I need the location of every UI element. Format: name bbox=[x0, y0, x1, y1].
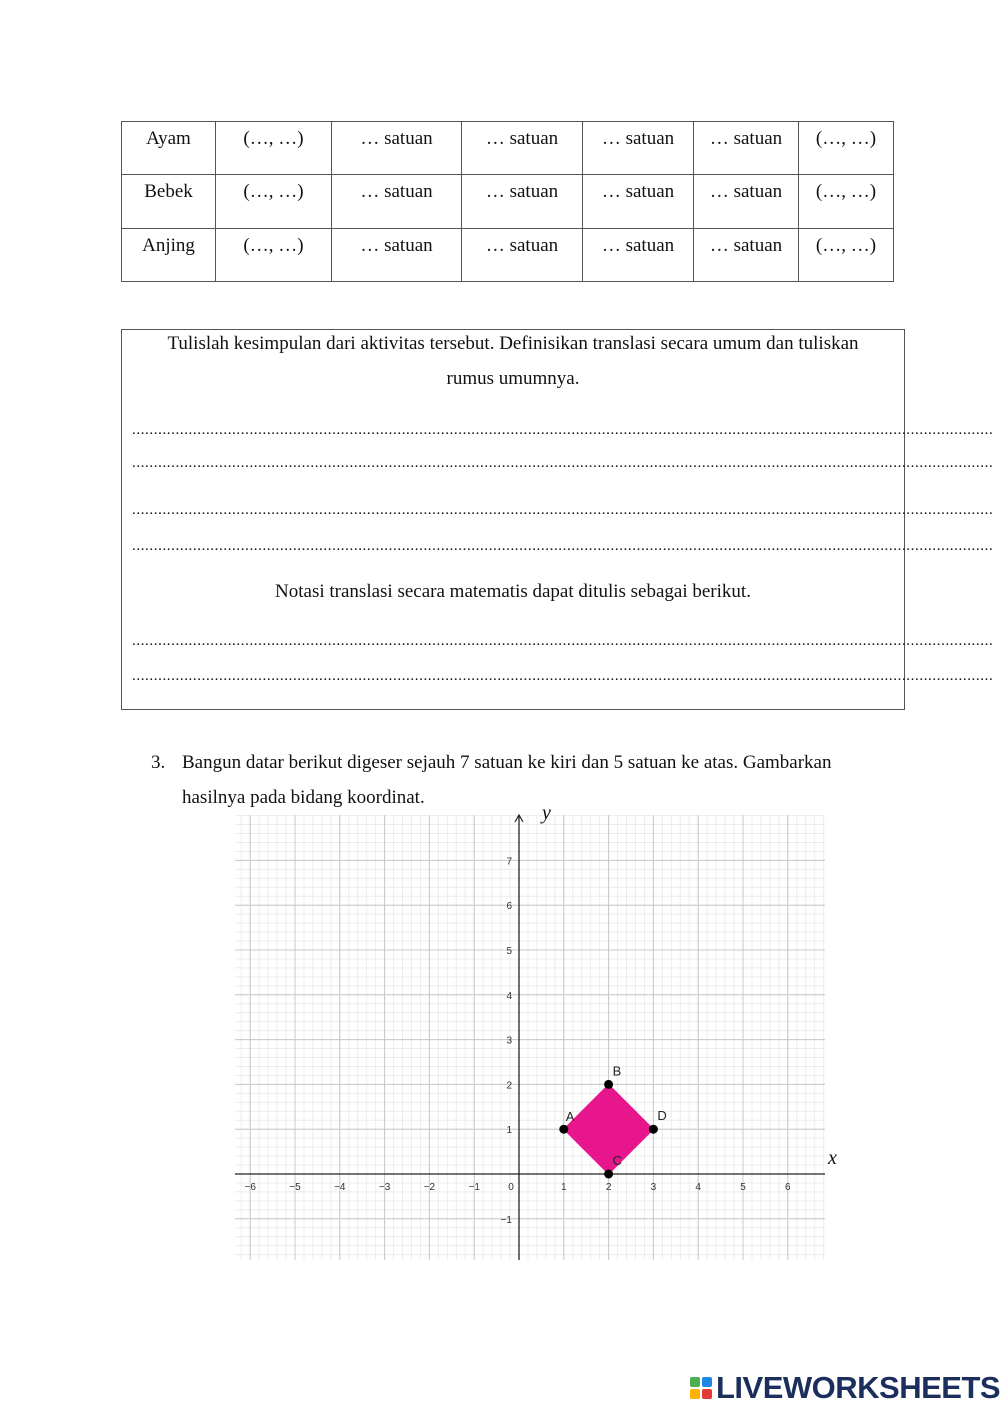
x-tick-label: −6 bbox=[244, 1182, 256, 1193]
answer-line[interactable]: ...................................................................................................................................................................................................... bbox=[132, 502, 994, 518]
x-tick-label: 1 bbox=[561, 1182, 567, 1193]
point-label-a: A bbox=[565, 1109, 575, 1125]
y-tick-label: −1 bbox=[500, 1214, 512, 1226]
y-axis-label: y bbox=[542, 802, 551, 824]
y-tick-label: 7 bbox=[506, 856, 512, 868]
answer-cell[interactable]: … satuan bbox=[462, 175, 583, 228]
answer-cell[interactable]: (…, …) bbox=[799, 228, 894, 281]
animal-name-cell: Anjing bbox=[122, 228, 216, 281]
answer-cell[interactable]: … satuan bbox=[694, 122, 799, 175]
answer-line[interactable]: ...................................................................................................................................................................................................... bbox=[132, 668, 994, 684]
x-tick-label: 0 bbox=[508, 1182, 514, 1193]
x-tick-label: 3 bbox=[650, 1182, 657, 1193]
translation-table bbox=[121, 121, 894, 282]
x-tick-label: −1 bbox=[468, 1182, 480, 1193]
x-tick-label: −3 bbox=[378, 1182, 391, 1193]
logo-square bbox=[690, 1389, 700, 1399]
question-text-line2: hasilnya pada bidang koordinat. bbox=[182, 787, 425, 808]
x-axis-label: x bbox=[828, 1147, 837, 1169]
notation-prompt: Notasi translasi secara matematis dapat ditulis sebagai berikut. bbox=[275, 581, 751, 602]
point-label-d: D bbox=[657, 1108, 667, 1124]
answer-cell[interactable]: … satuan bbox=[694, 228, 799, 281]
answer-cell[interactable]: (…, …) bbox=[799, 122, 894, 175]
answer-cell[interactable]: (…, …) bbox=[799, 175, 894, 228]
x-tick-label: 4 bbox=[695, 1182, 701, 1193]
answer-cell[interactable]: (…, …) bbox=[216, 122, 332, 175]
conclusion-prompt-line1: Tulislah kesimpulan dari aktivitas tersebut. Definisikan translasi secara umum dan tuliskan bbox=[167, 333, 859, 354]
answer-line[interactable]: ...................................................................................................................................................................................................... bbox=[132, 422, 994, 438]
x-tick-label: −4 bbox=[334, 1182, 346, 1193]
x-tick-label: 6 bbox=[785, 1182, 791, 1193]
answer-line[interactable]: ...................................................................................................................................................................................................... bbox=[132, 455, 994, 471]
answer-cell[interactable]: … satuan bbox=[462, 122, 583, 175]
answer-cell[interactable]: … satuan bbox=[694, 175, 799, 228]
logo-square bbox=[702, 1377, 712, 1387]
animal-name-cell: Ayam bbox=[122, 122, 216, 175]
point-d bbox=[649, 1125, 658, 1134]
coordinate-plane[interactable] bbox=[230, 805, 830, 1265]
answer-cell[interactable]: … satuan bbox=[332, 122, 462, 175]
answer-cell[interactable]: … satuan bbox=[332, 175, 462, 228]
square-shape bbox=[564, 1084, 654, 1174]
answer-line[interactable]: ...................................................................................................................................................................................................... bbox=[132, 633, 994, 649]
x-tick-label: 2 bbox=[605, 1182, 612, 1193]
answer-cell[interactable]: … satuan bbox=[462, 228, 583, 281]
y-tick-label: 3 bbox=[506, 1035, 512, 1047]
answer-cell[interactable]: (…, …) bbox=[216, 228, 332, 281]
x-tick-label: 5 bbox=[740, 1182, 746, 1193]
conclusion-box bbox=[121, 329, 994, 710]
point-label-b: B bbox=[612, 1063, 622, 1079]
question-number: 3. bbox=[151, 752, 166, 773]
table-row bbox=[122, 122, 894, 175]
y-tick-label: 4 bbox=[506, 990, 512, 1002]
y-tick-label: 5 bbox=[506, 946, 512, 957]
point-label-c: C bbox=[612, 1153, 622, 1168]
point-b bbox=[604, 1080, 613, 1089]
question-text-line1: Bangun datar berikut digeser sejauh 7 satuan ke kiri dan 5 satuan ke atas. Gambarkan bbox=[182, 752, 832, 773]
logo-square bbox=[702, 1389, 712, 1399]
x-tick-label: −2 bbox=[423, 1182, 436, 1193]
y-tick-label: 1 bbox=[506, 1125, 512, 1137]
answer-cell[interactable]: … satuan bbox=[332, 228, 462, 281]
table-row bbox=[122, 228, 894, 281]
liveworksheets-logo bbox=[690, 1370, 1000, 1406]
conclusion-prompt-line2: rumus umumnya. bbox=[446, 368, 580, 389]
answer-cell[interactable]: … satuan bbox=[583, 175, 694, 228]
answer-cell[interactable]: (…, …) bbox=[216, 175, 332, 228]
animal-name-cell: Bebek bbox=[122, 175, 216, 228]
table-row bbox=[122, 175, 894, 228]
logo-text: LIVEWORKSHEETS bbox=[716, 1370, 1000, 1405]
y-tick-label: 2 bbox=[506, 1080, 512, 1092]
point-a bbox=[559, 1125, 568, 1134]
logo-mark-icon bbox=[690, 1377, 712, 1399]
x-tick-label: −5 bbox=[289, 1182, 301, 1193]
logo-square bbox=[690, 1377, 700, 1387]
point-c bbox=[604, 1170, 613, 1179]
answer-line[interactable]: ...................................................................................................................................................................................................... bbox=[132, 538, 994, 554]
y-tick-label: 6 bbox=[506, 901, 512, 913]
answer-cell[interactable]: … satuan bbox=[583, 228, 694, 281]
answer-cell[interactable]: … satuan bbox=[583, 122, 694, 175]
